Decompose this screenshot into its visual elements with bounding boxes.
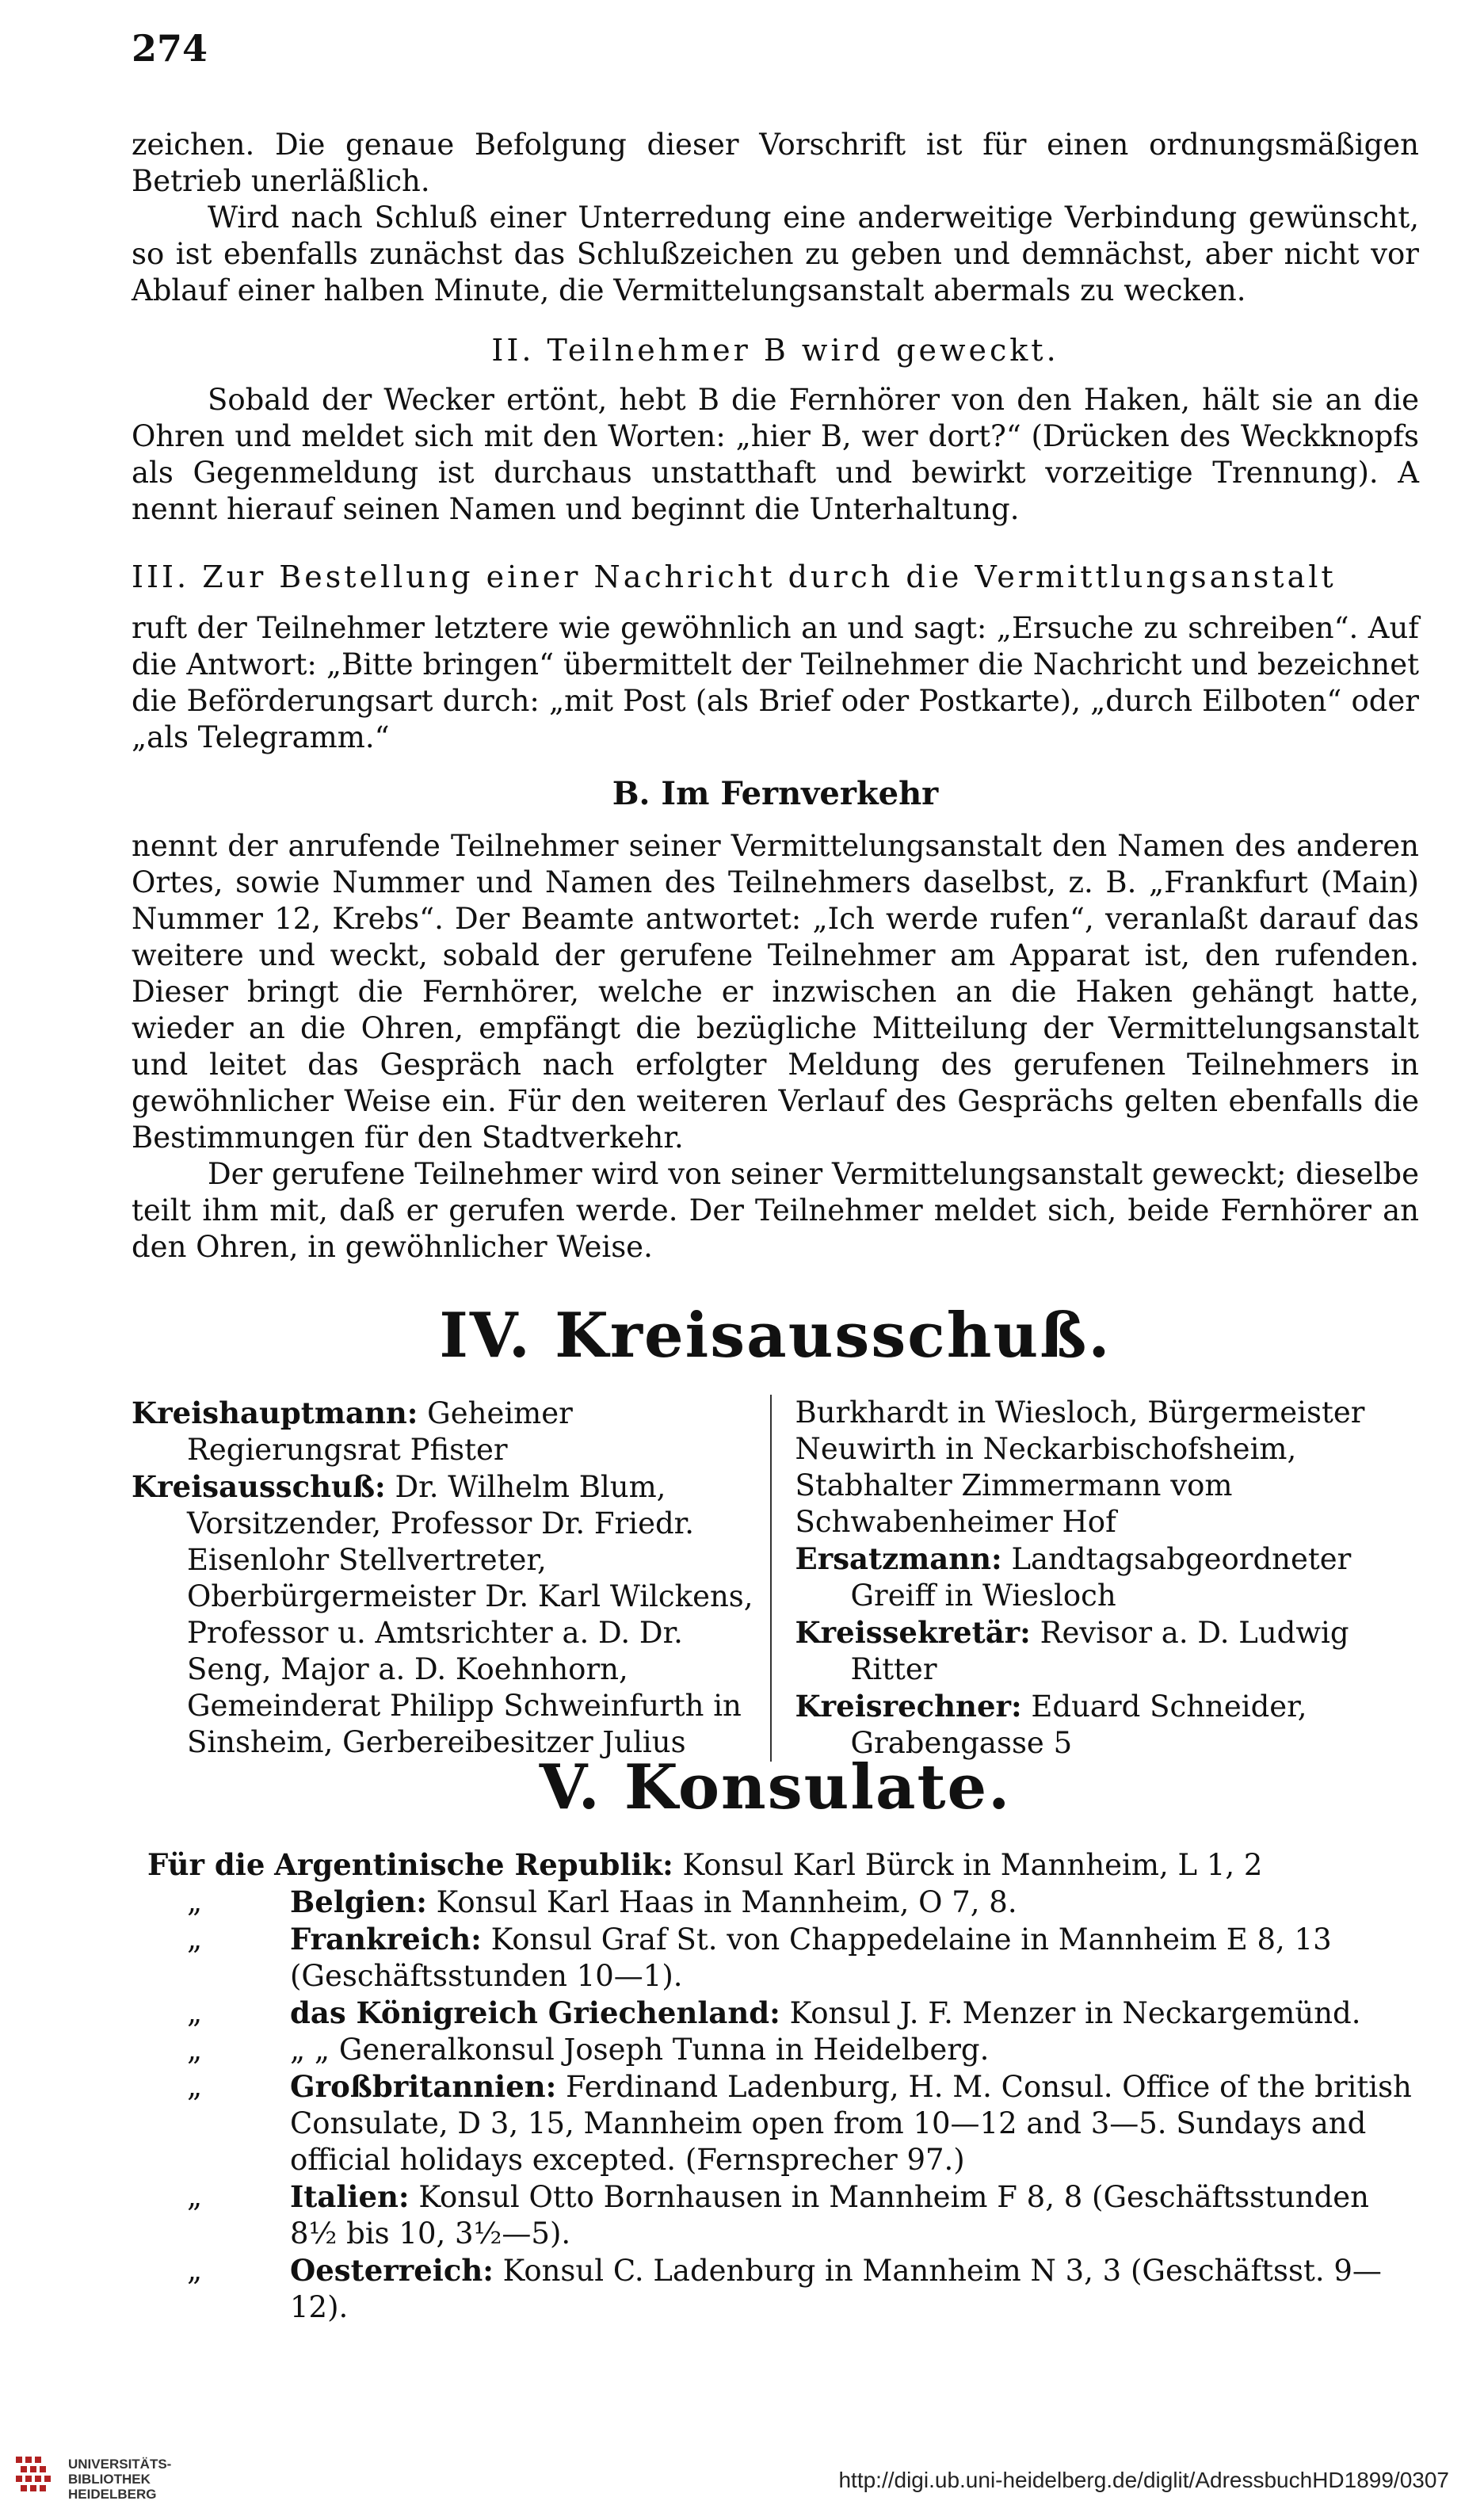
kreis-entry-text: Burkhardt in Wiesloch, Bürgermeister Neuwirth in Neckarbischofsheim, Stabhalter Zimmermann vom Schwabenheimer Hof xyxy=(795,1395,1365,1539)
section-2-heading: II. Teilnehmer B wird geweckt. xyxy=(491,333,1059,368)
consul-list xyxy=(132,1846,1419,2326)
section-4 xyxy=(132,1300,1419,1372)
ditto-mark: „ xyxy=(187,1922,203,1956)
section-2 xyxy=(132,333,1419,368)
kreis-left-column xyxy=(132,1395,772,1762)
consul-row xyxy=(132,1995,1419,2032)
consul-text: Konsul J. F. Menzer in Neckargemünd. xyxy=(780,1996,1361,2030)
section-b-paragraph-2: Der gerufene Teilnehmer wird von seiner Vermittelungsanstalt geweckt; dieselbe teilt ihm mit, daß er gerufen werde. Der Teilnehmer meldet sich, beide Fernhörer an den Ohren, in gewöhnlicher Weise. xyxy=(132,1157,1419,1264)
consul-country: das Königreich Griechenland: xyxy=(290,1995,780,2030)
section-b-paragraph-1: nennt der anrufende Teilnehmer seiner Vermittelungsanstalt den Namen des anderen Ortes, sowie Nummer und Namen des Teilnehmers daselbst, z. B. „Frankfurt (Main) Nummer 12, Krebs“. Der Beamte antwortet: „Ich werde rufen“, veranlaßt darauf das weitere und weckt, sobald der gerufene Teilnehmer am Apparat ist, den rufenden. Dieser bringt die Fernhörer, welche er inzwischen an die Haken gehängt hatte, wieder an die Ohren, empfängt die bezügliche Mitteilung der Vermittelungsanstalt und leitet das Gespräch nach erfolgter Meldung des gerufenen Teilnehmers in gewöhnlicher Weise ein. Für den weiteren Verlauf des Gesprächs gelten ebenfalls die Bestimmungen für den Stadtverkehr. xyxy=(132,829,1419,1155)
kreis-entry-term: Kreishauptmann: xyxy=(132,1395,418,1430)
kreis-entry-term: Ersatzmann: xyxy=(795,1541,1002,1576)
ditto-mark: „ xyxy=(187,2179,203,2213)
ditto-mark: „ xyxy=(187,1884,203,1918)
ditto-mark: „ xyxy=(187,1995,203,2029)
kreis-entry xyxy=(132,1395,756,1468)
section-b-heading: B. Im Fernverkehr xyxy=(612,775,939,812)
kreis-entry xyxy=(795,1395,1420,1541)
section-b-body xyxy=(132,828,1419,1266)
library-logo-icon xyxy=(14,2455,57,2498)
consul-country: Großbritannien: xyxy=(290,2069,557,2104)
consul-row xyxy=(132,1921,1419,1995)
consul-text: Konsul Graf St. von Chappedelaine in Mannheim E 8, 13 (Geschäftsstunden 10—1). xyxy=(290,1922,1332,1993)
consul-row xyxy=(132,1884,1419,1921)
kreis-entry-term: Kreisausschuß: xyxy=(132,1469,386,1504)
consul-text: Konsul C. Ladenburg in Mannheim N 3, 3 (Geschäftsst. 9—12). xyxy=(290,2254,1382,2324)
kreis-entry xyxy=(132,1468,756,1761)
kreis-right-column xyxy=(772,1395,1420,1762)
kreis-entry-text: Revisor a. D. Ludwig Ritter xyxy=(850,1616,1349,1686)
ditto-mark: „ xyxy=(187,2033,203,2067)
kreis-entry-text: Landtagsabgeordneter Greiff in Wiesloch xyxy=(850,1542,1352,1613)
consul-country: Belgien: xyxy=(290,1884,427,1919)
intro-paragraph-1: zeichen. Die genaue Befolgung dieser Vorschrift ist für einen ordnungsmäßigen Betrieb unerläßlich. xyxy=(132,128,1419,198)
library-name-line: UNIVERSITÄTS- xyxy=(68,2457,172,2472)
consul-row xyxy=(132,2068,1419,2178)
consul-text: „ „ Generalkonsul Joseph Tunna in Heidelberg. xyxy=(290,2033,990,2067)
section-3-heading: III. Zur Bestellung einer Nachricht durch die Vermittlungsanstalt xyxy=(132,559,1337,594)
library-name xyxy=(68,2457,171,2502)
library-name-line: BIBLIOTHEK xyxy=(68,2472,151,2487)
library-name-line: HEIDELBERG xyxy=(68,2487,157,2502)
intro-section xyxy=(132,127,1419,309)
ditto-mark: „ xyxy=(187,2253,203,2287)
consul-text: Konsul Karl Bürck in Mannheim, L 1, 2 xyxy=(673,1848,1263,1882)
section-5-heading: V. Konsulate. xyxy=(539,1751,1012,1823)
consul-country: Argentinische Republik: xyxy=(274,1847,673,1882)
kreis-columns xyxy=(132,1395,1419,1762)
kreis-entry-term: Kreissekretär: xyxy=(795,1615,1031,1650)
page-number: 274 xyxy=(132,27,208,70)
consul-lead: Für die xyxy=(147,1847,265,1882)
kreis-entry-text: Eduard Schneider, Grabengasse 5 xyxy=(850,1689,1307,1760)
kreis-entry-text: Geheimer Regierungsrat Pfister xyxy=(187,1396,573,1467)
section-2-body xyxy=(132,382,1419,528)
section-5 xyxy=(132,1751,1419,1823)
kreis-entry xyxy=(795,1614,1420,1688)
consul-row xyxy=(132,1846,1419,1884)
consul-text: Ferdinand Ladenburg, H. M. Consul. Office of the british Consulate, D 3, 15, Mannheim open from 10—12 and 3—5. Sundays and official holidays excepted. (Fernsprecher 97.) xyxy=(290,2070,1412,2177)
section-4-heading: IV. Kreisausschuß. xyxy=(439,1300,1112,1372)
section-b xyxy=(132,775,1419,812)
consul-text: Konsul Karl Haas in Mannheim, O 7, 8. xyxy=(426,1885,1017,1919)
section-3 xyxy=(132,559,1419,594)
kreis-entry xyxy=(795,1541,1420,1614)
consul-text: Konsul Otto Bornhausen in Mannheim F 8, 8 (Geschäftsstunden 8½ bis 10, 3½—5). xyxy=(290,2180,1370,2251)
consul-country: Oesterreich: xyxy=(290,2253,494,2288)
footer xyxy=(0,2426,1484,2516)
section-2-paragraph: Sobald der Wecker ertönt, hebt B die Fernhörer von den Haken, hält sie an die Ohren und meldet sich mit den Worten: „hier B, wer dort?“ (Drücken des Weckknopfs als Gegenmeldung ist durchaus unstatthaft und bewirkt vorzeitige Trennung). A nennt hierauf seinen Namen und beginnt die Unterhaltung. xyxy=(132,383,1419,526)
consul-country: Italien: xyxy=(290,2179,410,2214)
section-3-paragraph: ruft der Teilnehmer letztere wie gewöhnlich an und sagt: „Ersuche zu schreiben“. Auf die Antwort: „Bitte bringen“ übermittelt der Teilnehmer die Nachricht und bezeichnet die Beförderungsart durch: „mit Post (als Brief oder Postkarte), „durch Eilboten“ oder „als Telegramm.“ xyxy=(132,611,1419,754)
source-url-link[interactable]: http://digi.ub.uni-heidelberg.de/diglit/AdressbuchHD1899/0307 xyxy=(838,2468,1449,2492)
ditto-mark: „ xyxy=(187,2069,203,2103)
kreis-entry-term: Kreisrechner: xyxy=(795,1689,1022,1724)
consul-row xyxy=(132,2178,1419,2252)
intro-paragraph-2: Wird nach Schluß einer Unterredung eine anderweitige Verbindung gewünscht, so ist ebenfalls zunächst das Schlußzeichen zu geben und demnächst, aber nicht vor Ablauf einer halben Minute, die Vermittelungsanstalt abermals zu wecken. xyxy=(132,200,1419,307)
section-3-body xyxy=(132,610,1419,756)
consul-row xyxy=(132,2032,1419,2068)
consul-row xyxy=(132,2252,1419,2326)
consul-country: Frankreich: xyxy=(290,1922,482,1957)
kreis-entry-text: Dr. Wilhelm Blum, Vorsitzender, Professor Dr. Friedr. Eisenlohr Stellvertreter, Oberbürgermeister Dr. Karl Wilckens, Professor u. Amtsrichter a. D. Dr. Seng, Major a. D. Koehnhorn, Gemeinderat Philipp Schweinfurth in Sinsheim, Gerbereibesitzer Julius xyxy=(187,1470,753,1759)
